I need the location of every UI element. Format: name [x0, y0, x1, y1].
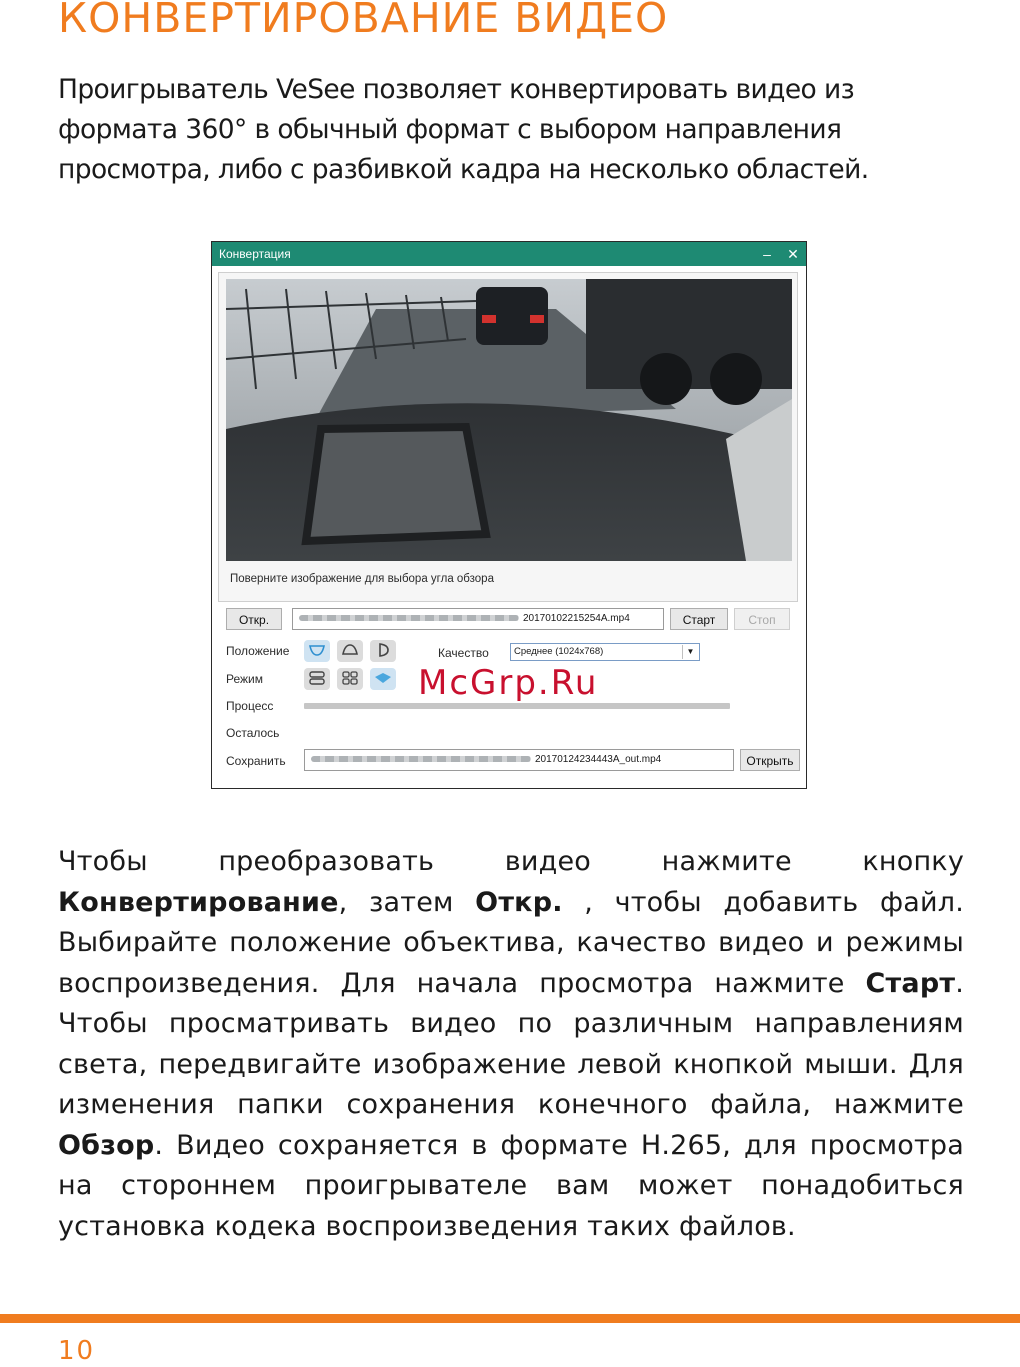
window-titlebar	[212, 242, 806, 266]
instructions-text-5: . Видео сохраняется в формате Н.265, для просмотра на стороннем проигрывателе вам может понадобиться установка кодека воспроизведения таких файлов.	[58, 1129, 964, 1242]
mode-split-2-icon[interactable]	[304, 668, 330, 690]
save-label: Сохранить	[226, 754, 286, 768]
blurred-path	[311, 756, 531, 762]
source-file-field[interactable]	[292, 608, 664, 630]
output-file-name: 20170124234443A_out.mp4	[535, 754, 662, 765]
quality-value: Среднее (1024x768)	[514, 646, 604, 657]
rotate-hint: Поверните изображение для выбора угла обзора	[230, 573, 494, 585]
process-label: Процесс	[226, 699, 274, 713]
blurred-path	[299, 615, 519, 621]
lens-wall-icon[interactable]	[370, 640, 396, 662]
instructions-text-4: . Чтобы просматривать видео по различным направлениям света, передвигайте изображение левой кнопкой мыши. Для изменения папки сохранения конечного файла, нажмите	[58, 967, 964, 1120]
conversion-window	[211, 241, 807, 789]
output-file-field[interactable]	[304, 749, 734, 771]
lens-ceiling-icon[interactable]	[304, 640, 330, 662]
quality-select[interactable]	[510, 643, 700, 661]
video-preview[interactable]	[226, 279, 792, 561]
window-title: Конвертация	[219, 247, 291, 261]
source-file-name: 20170102215254A.mp4	[523, 613, 630, 624]
progress-bar	[304, 703, 730, 709]
close-button[interactable]: ✕	[787, 246, 799, 262]
quality-label: Качество	[438, 646, 489, 660]
mode-label: Режим	[226, 672, 263, 686]
intro-paragraph: Проигрыватель VeSee позволяет конвертировать видео из формата 360° в обычный формат с выбором направления просмотра, либо с разбивкой кадра на несколько областей.	[58, 74, 869, 185]
open-file-button[interactable]: Откр.	[226, 608, 282, 630]
convert-keyword: Конвертирование	[58, 886, 339, 918]
start-button[interactable]: Старт	[670, 608, 728, 630]
mode-split-4-icon[interactable]	[337, 668, 363, 690]
browse-keyword: Обзор	[58, 1129, 155, 1161]
instructions-text-1: Чтобы преобразовать видео нажмите кнопку	[58, 846, 964, 877]
video-frame-image	[226, 279, 792, 561]
position-label: Положение	[226, 644, 290, 658]
watermark: McGrp.Ru	[418, 663, 599, 703]
chevron-down-icon: ▼	[682, 645, 698, 659]
footer-divider	[0, 1314, 1020, 1323]
start-keyword: Старт	[865, 967, 956, 999]
browse-button[interactable]: Открыть	[740, 749, 800, 771]
page-number: 10	[58, 1336, 96, 1366]
remaining-label: Осталось	[226, 726, 280, 740]
preview-panel	[218, 272, 798, 602]
instructions-paragraph	[58, 842, 964, 1247]
page-heading: КОНВЕРТИРОВАНИЕ ВИДЕО	[58, 0, 669, 42]
instructions-text-3: , чтобы добавить файл. Выбирайте положение объектива, качество видео и режимы воспроизведения. Для начала просмотра нажмите	[58, 886, 964, 999]
instructions-text-2: , затем	[338, 886, 476, 918]
open-keyword: Откр.	[475, 886, 563, 918]
minimize-button[interactable]: –	[763, 246, 771, 262]
lens-floor-icon[interactable]	[337, 640, 363, 662]
mode-panorama-icon[interactable]	[370, 668, 396, 690]
stop-button[interactable]: Стоп	[734, 608, 790, 630]
